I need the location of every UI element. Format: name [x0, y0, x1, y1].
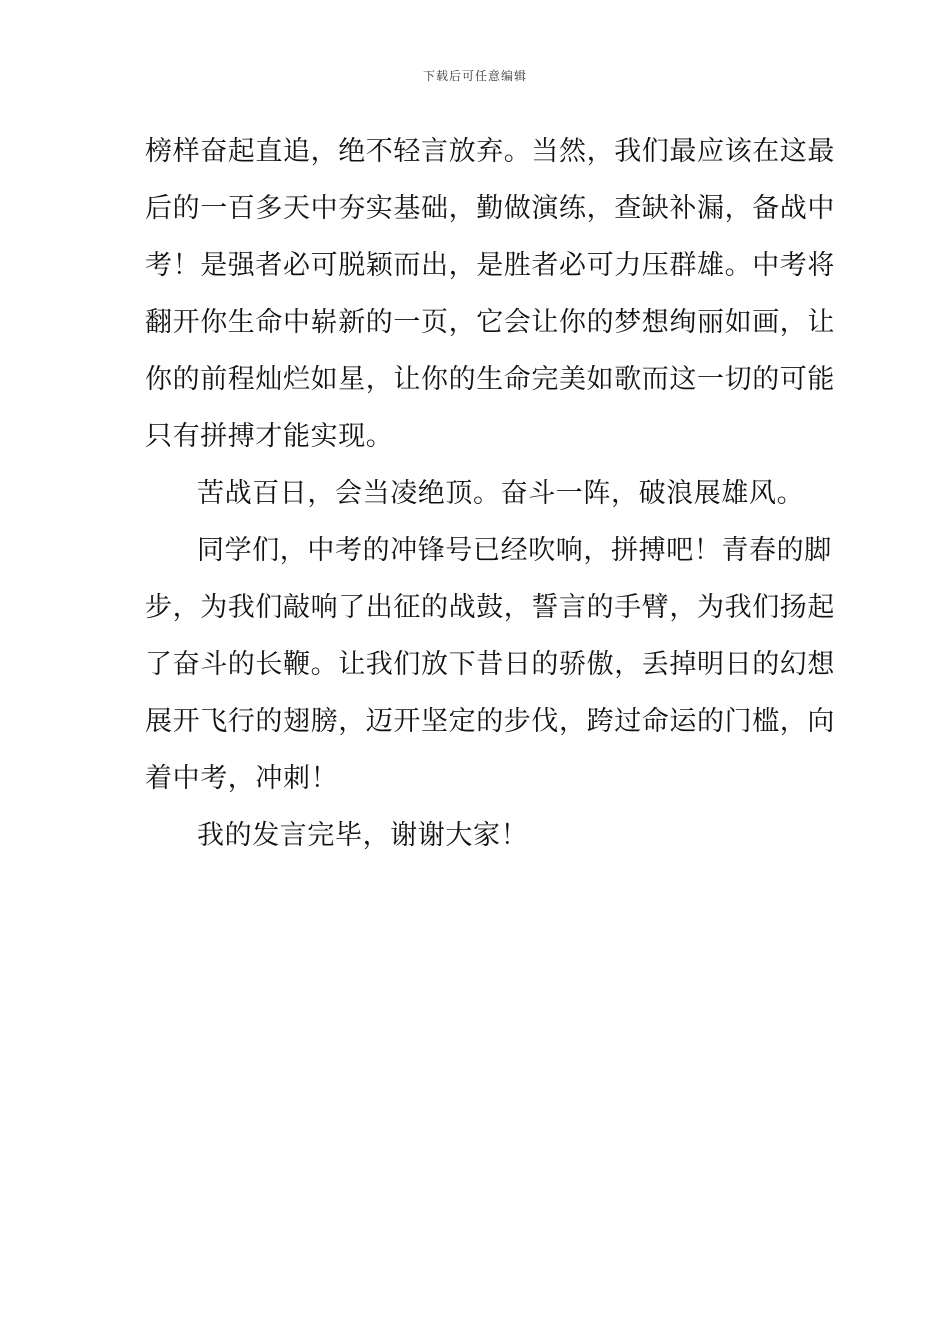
paragraph-2	[145, 465, 810, 522]
text-line: 翻开你生命中崭新的一页，它会让你的梦想绚丽如画，让	[145, 307, 835, 338]
text-line: 你的前程灿烂如星，让你的生命完美如歌而这一切的可能	[145, 364, 835, 395]
paragraph-4	[145, 807, 810, 864]
text-line: 考！是强者必可脱颖而出，是胜者必可力压群雄。中考将	[145, 250, 835, 281]
page-header: 下载后可任意编辑	[422, 69, 527, 83]
text-line: 步，为我们敲响了出征的战鼓，誓言的手臂，为我们扬起	[145, 592, 835, 623]
text-line: 同学们，中考的冲锋号已经吹响，拼搏吧！青春的脚	[197, 535, 832, 566]
text-line: 只有拼搏才能实现。	[145, 421, 394, 452]
text-line: 后的一百多天中夯实基础，勤做演练，查缺补漏，备战中	[145, 193, 835, 224]
paragraph-1	[145, 123, 835, 465]
text-line: 着中考，冲刺！	[145, 763, 339, 794]
text-line: 了奋斗的长鞭。让我们放下昔日的骄傲，丢掉明日的幻想	[145, 649, 835, 680]
document-body	[145, 123, 835, 864]
text-line: 展开飞行的翅膀，迈开坚定的步伐，跨过命运的门槛，向	[145, 706, 835, 737]
text-line: 榜样奋起直追，绝不轻言放弃。当然，我们最应该在这最	[145, 136, 835, 167]
paragraph-3	[145, 522, 835, 807]
text-line: 我的发言完毕，谢谢大家！	[197, 820, 529, 851]
text-line: 苦战百日，会当凌绝顶。奋斗一阵，破浪展雄风。	[197, 478, 805, 509]
